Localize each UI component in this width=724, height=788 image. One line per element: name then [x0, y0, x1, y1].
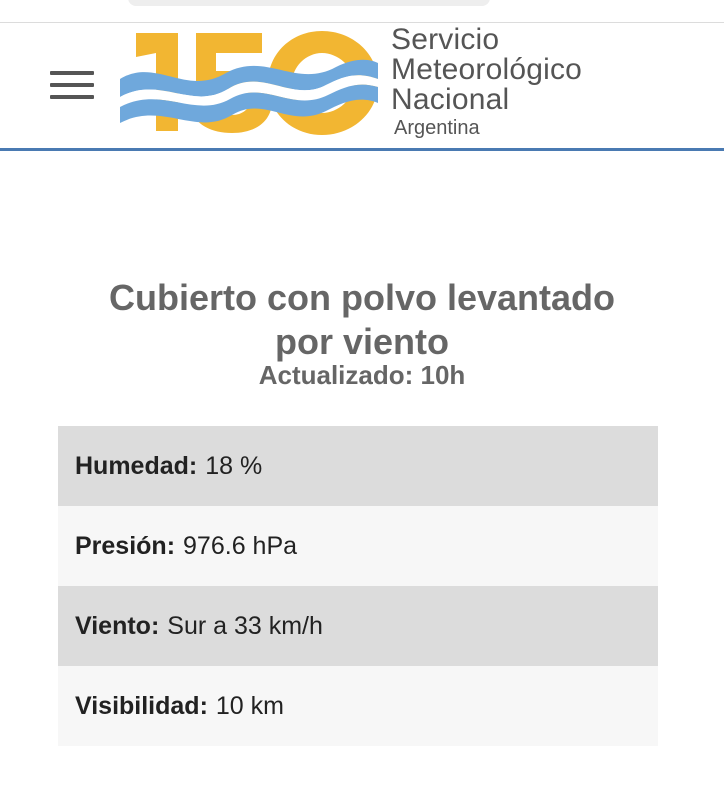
logo-line-servicio: Servicio	[391, 23, 500, 56]
stat-label: Visibilidad:	[75, 691, 208, 720]
logo-line-nacional: Nacional	[391, 83, 510, 116]
weather-stats-table	[58, 426, 658, 746]
site-header	[0, 23, 724, 151]
menu-bar-line	[50, 83, 94, 87]
stat-label: Presión:	[75, 531, 176, 560]
stat-row-pressure	[58, 506, 658, 586]
stat-row-wind	[58, 586, 658, 666]
stat-value: Sur a 33 km/h	[167, 611, 323, 640]
condition-line-2: por viento	[274, 321, 449, 363]
stat-value: 976.6 hPa	[183, 531, 298, 560]
menu-bar-line	[50, 95, 94, 99]
stat-value: 10 km	[215, 691, 284, 720]
browser-top-strip	[0, 0, 724, 23]
stat-row-humidity	[58, 426, 658, 506]
stat-row-visibility	[58, 666, 658, 746]
smn-logo-wordmark[interactable]	[391, 25, 582, 139]
address-bar-edge[interactable]	[128, 0, 490, 6]
stat-label: Viento:	[75, 611, 160, 640]
smn-150-logo-mark[interactable]	[116, 27, 382, 137]
menu-bar-line	[50, 71, 94, 75]
stat-label: Humedad:	[75, 451, 198, 480]
logo-country: Argentina	[394, 117, 480, 139]
logo-line-meteorologico: Meteorológico	[391, 53, 583, 86]
stat-value: 18 %	[205, 451, 263, 480]
weather-condition-title	[60, 276, 664, 364]
condition-line-1: Cubierto con polvo levantado	[108, 277, 616, 319]
hamburger-menu-icon[interactable]	[50, 69, 94, 101]
updated-time: Actualizado: 10h	[258, 360, 466, 390]
